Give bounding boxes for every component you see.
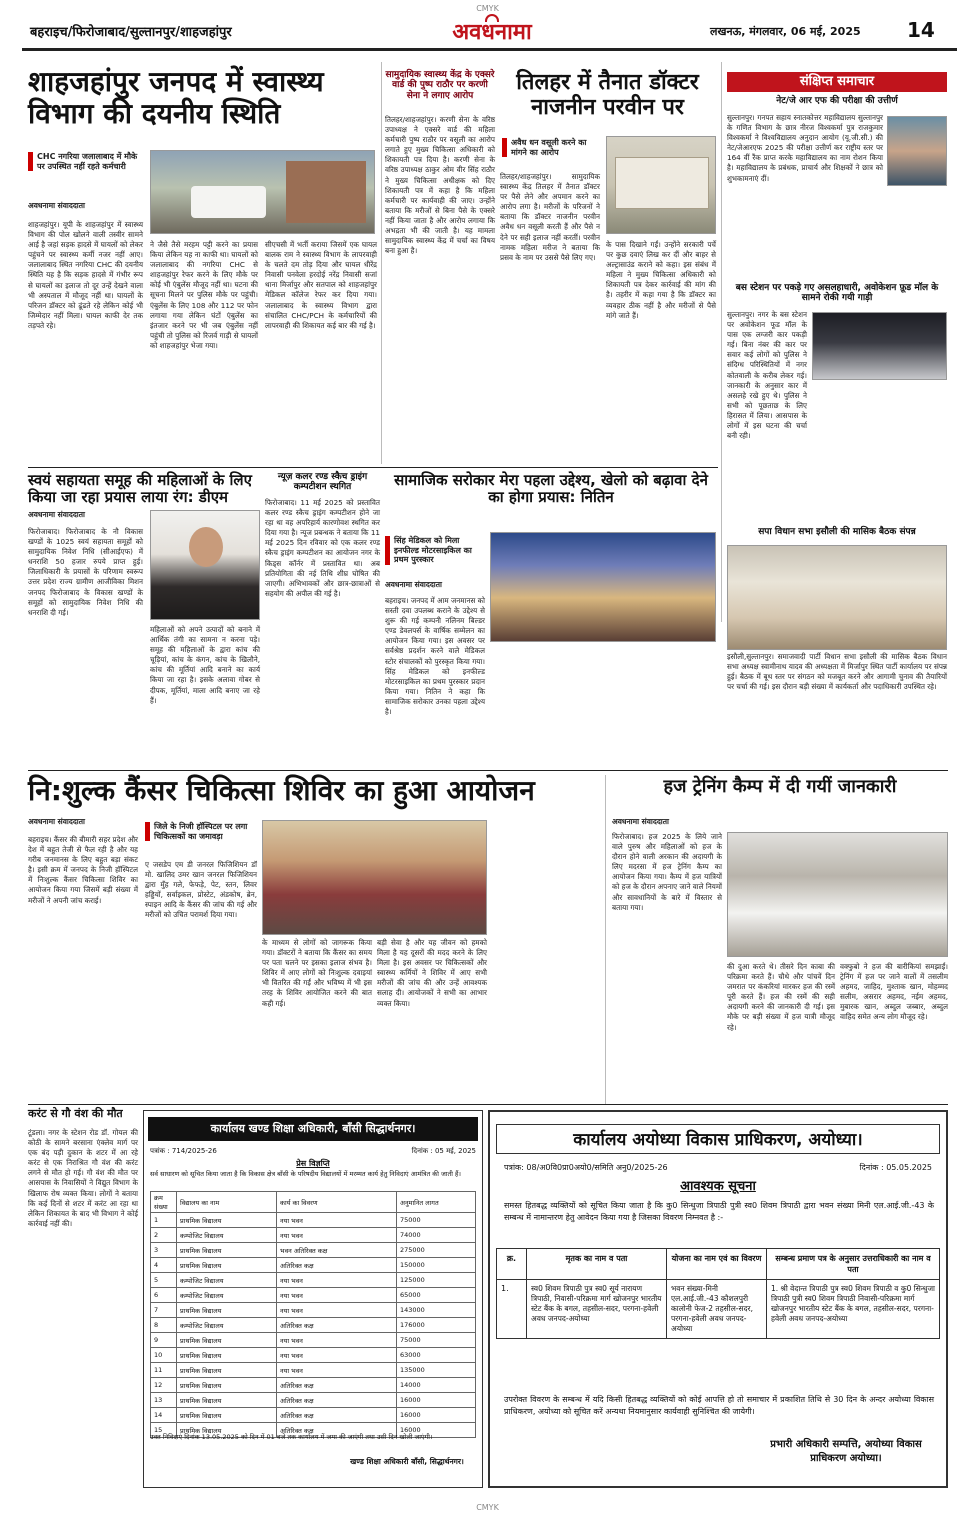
table-cell: 16000 (397, 1408, 476, 1423)
table-cell: 75000 (397, 1213, 476, 1228)
chc-body: तिलहर/शाहजहांपुर। करणी सेना के वरिष्ठ उपाध्यक्ष ने एक्सरे वार्ड की महिला कर्मचारी पुष्प राठौर पर वसूली का आरोप लगाते हुए मुख्य चिकित्सा अधिकारी को शिकायती पत्र दिया है। करणी सेना के वरिष्ठ उपाध्यक्ष ठाकुर ओम वीर सिंह राठौर ने मुख्य चिकित्सा अधीक्षक को दिए शिकायती पत्र में कहा है कि महिला कर्मचारी पर कार्यवाही की जाए। उन्होंने बताया कि मरीजों से बिना पैसे के एक्सरे नहीं किया जाता है और आरोप लगाया कि अभद्रता भी की जाती है। यह मामला सामुदायिक स्वास्थ्य केंद्र में चर्चा का विषय बना हुआ है। (385, 115, 495, 256)
table-cell: 16000 (397, 1393, 476, 1408)
brief-item2-photo (812, 312, 947, 380)
table-row (151, 1378, 476, 1393)
column-rule (605, 775, 606, 1105)
table-cell: 275000 (397, 1243, 476, 1258)
table-cell: नया भवन (277, 1228, 397, 1243)
course-headline: न्यूज़ कलर रण्ड स्कैच ड्राइंग कम्पटीशन स्थगित (277, 472, 368, 493)
doctor-headline: तिलहर में तैनात डॉक्टर नाजनीन परवीन पर (516, 70, 699, 121)
table-cell: 14 (151, 1408, 177, 1423)
current-body: टूंडला। नगर के स्टेशन रोड डॉ. गोयल की कोठी के सामने बरसाना एंक्लेव मार्ग पर एक बंद पड़ी दुकान के शटर में आ रहे करंट से एक निराश्रित गौ वंश की करंट लगने से मौत हो गई। गौ वंश की मौत पर आसपास के निवासियों ने विद्युत विभाग के खिलाफ रोष व्यक्त किया। लोगों ने बताया कि कई दिनों से शटर में करंट आ रहा था लेकिन शिकायत के बाद भी विभाग ने कोई कार्रवाई नहीं की। (28, 1128, 138, 1228)
table-cell: प्राथमिक विद्यालय (177, 1408, 277, 1423)
brief-item2-title: बस स्टेशन पर पकड़े गए असलहाधारी, अवोकेशन फ़ूड मॉल के सामने रोकी गयी गाड़ी (735, 283, 939, 304)
table-cell: प्राथमिक विद्यालय (177, 1213, 277, 1228)
table-cell: अतिरिक्त कक्ष (277, 1423, 397, 1438)
table-cell: प्राथमिक विद्यालय (177, 1303, 277, 1318)
haj-headline: हज ट्रेनिंग कैम्प में दी गयीं जानकारी (663, 776, 897, 797)
shg-photo (150, 510, 260, 620)
haj-photo (727, 832, 948, 957)
column-header: कार्य का विवरण (277, 1192, 397, 1213)
table-cell: नया भवन (277, 1303, 397, 1318)
table-cell: प्राथमिक विद्यालय (177, 1243, 277, 1258)
table-row (151, 1258, 476, 1273)
column-rule (381, 62, 382, 464)
doctor-sub: अवैध धन वसूली करने का मांगने का आरोप (502, 138, 602, 157)
table-cell: कम्पोजिट विद्यालय (177, 1228, 277, 1243)
portrait-face-shape (189, 527, 223, 567)
table-cell: 12 (151, 1378, 177, 1393)
doctor-body-col1: तिलहर/शाहजहांपुर। सामुदायिक स्वास्थ्य केंद्र तिलहर में तैनात डॉक्टर पर पैसे लेने और अपमान करने का आरोप लगा है। मरीजों के परिजनों ने बताया कि डॉक्टर नाजनीन परवीन अवैध धन वसूली करती हैं और पैसे न देने पर सही इलाज नहीं करतीं। परवीन नामक महिला मरीज ने बताया कि प्रसव के नाम पर उससे पैसे लिए गए। (500, 172, 600, 262)
table-cell: 8 (151, 1318, 177, 1333)
table-cell: नया भवन (277, 1288, 397, 1303)
table-cell: 9 (151, 1333, 177, 1348)
table-row (151, 1288, 476, 1303)
ambulance-shape (191, 186, 266, 218)
section-rule (28, 467, 718, 468)
place-date: लखनऊ, मंगलवार, 06 मई, 2025 (710, 25, 861, 38)
table-row (151, 1348, 476, 1363)
table-row (151, 1333, 476, 1348)
section-rule (28, 1104, 948, 1105)
current-headline: करंट से गौ वंश की मौत (28, 1107, 123, 1120)
table-cell: भवन संख्या-मिनी एल.आई.जी.-43 कौशलपुरी कालोनी फेज-2 तहसील-सदर, परगना-हवेली अवध जनपद-अयोध्या (667, 1280, 767, 1339)
nitin-body: बहराइच। जनपद में आम जनमानस को सस्ती दवा उपलब्ध कराने के उद्देश्य से शुरू की गई कम्पनी नलिनम बिल्डर एण्ड डेवलपर्स के वार्षिक सम्मेलन का आयोजन किया गया। इस अवसर पर सर्वश्रेष्ठ प्रदर्शन करने वाले मेडिकल स्टोर संचालकों को पुरस्कृत किया गया। सिंह मेडिकल को इनफील्ड मोटरसाइकिल का प्रथम पुरस्कार प्रदान किया गया। नितिन ने कहा कि सामाजिक सरोकार उनका पहला उद्देश्य है। (385, 596, 485, 717)
column-header: योजना का नाम एवं का विवरण (667, 1249, 767, 1280)
table-cell: स्व0 शिवम त्रिपाठी पुत्र स्व0 सूर्य नारायण त्रिपाठी, निवासी-परिक्रमा मार्ग खोजनपुर भारतीय स्टेट बैंक के बगल, तहसील-सदर, परगना-हवेली अवध जनपद-अयोध्या (527, 1280, 667, 1339)
table-cell: 1. श्री वेदान्त त्रिपाठी पुत्र स्व0 शिवम त्रिपाठी व कु0 सिन्धुजा त्रिपाठी पुत्री स्व0 शिवम त्रिपाठी निवासी-परिक्रमा मार्ग खोजनपुर भारतीय स्टेट बैंक के बगल, तहसील-सदर, परगना-हवेली अवध जनपद-अयोध्या (767, 1280, 940, 1339)
education-ad-notice: प्रेस विज्ञप्ति (296, 1159, 330, 1168)
column-header: मृतक का नाम व पता (527, 1249, 667, 1280)
shg-body-col2: महिलाओं को अपने उत्पादों को बनाने में आर्थिक तंगी का सामना न करना पड़े। समूह की महिलाओं के द्वारा कांच की चूड़ियां, कांच के कंगन, कांच के खिलौने, कांच की मूर्तियां आदि बनाने का कार्य किया जा रहा है। इसके अलावा गोबर से दीपक, मूर्तियां, माला आदि बनाए जा रहे हैं। (150, 625, 260, 705)
column-header: विद्यालय का नाम (177, 1192, 277, 1213)
table-cell: 7 (151, 1303, 177, 1318)
table-cell: 3 (151, 1243, 177, 1258)
ayodhya-ad (488, 1110, 948, 1488)
column-header: क्रम संख्या (151, 1192, 177, 1213)
brief-item1-title: नेट/जे आर एफ की परीक्षा की उत्तीर्ण (776, 96, 898, 106)
table-row (151, 1228, 476, 1243)
table-row (151, 1363, 476, 1378)
edition-cities: बहराइच/फिरोजाबाद/सुल्तानपुर/शाहजहांपुर (30, 25, 232, 40)
education-ad-intro: सर्व साधारण को सूचित किया जाता है कि विकास क्षेत्र बाँसी के परिषदीय विद्यालयों में मरम्मत कार्य हेतु निविदाएं आमंत्रित की जाती हैं। (150, 1170, 461, 1178)
table-cell: 75000 (397, 1333, 476, 1348)
brief-item3-title: सपा विधान सभा इसौली की मासिक बैठक संपन्न (758, 527, 916, 537)
table-cell: कम्पोजिट विद्यालय (177, 1288, 277, 1303)
haj-body-col1: फिरोजाबाद। हज 2025 के लिये जाने वाले पुरुष और महिलाओं को हज के दौरान होने वाली अरकान की अदायगी के लिए मदरसा में हज ट्रेनिंग कैम्प का आयोजन किया गया। कैम्प में हज यात्रियों को हज के दौरान अपनाए जाने वाले नियमों और सावधानियों के बारे में विस्तार से बताया गया। (612, 832, 723, 912)
brief-item3-photo (727, 545, 947, 650)
lead-body-col3: सीएचसी में भर्ती कराया जिसमें एक घायल बालक राम ने स्वास्थ्य विभाग के लापरवाही के चलते दम तोड़ दिया और घायल धीरेंद्र निवासी पनवेला हरदोई नरेंद्र निवासी सजां थाना मिर्जापुर और सतपाल को शाहजहांपुर मेडिकल कॉलेज रेफर कर दिया गया। जलालाबाद के स्वास्थ्य विभाग द्वारा संचालित CHC/PCH के कर्मचारियों की लापरवाही की शिकायत कई बार की गई है। (265, 240, 377, 330)
cancer-body-col1: बहराइच। कैंसर की बीमारी सहर प्रदेश और देश में बहुत तेजी से फैल रही है और यह गरीब जनमानस के लिए बहुत बड़ा संकट है। इसी क्रम में जनपद के निजी हॉस्पिटल में निःशुल्क कैंसर चिकित्सा शिविर का आयोजन किया गया जिसमें बड़ी संख्या में मरीजों ने अपनी जांच कराई। (28, 835, 138, 905)
table-cell: 11 (151, 1363, 177, 1378)
table-cell: प्राथमिक विद्यालय (177, 1333, 277, 1348)
table-cell: अतिरिक्त कक्ष (277, 1378, 397, 1393)
lead-sub: CHC नगरिया जलालाबाद में मौके पर उपस्थित नहीं रहते कर्मचारी (28, 152, 143, 171)
column-rule (721, 62, 722, 622)
table-cell: भवन अतिरिक्त कक्ष (277, 1243, 397, 1258)
table-header-row (151, 1192, 476, 1213)
table-cell: 135000 (397, 1363, 476, 1378)
table-row (151, 1303, 476, 1318)
table-cell: अतिरिक्त कक्ष (277, 1408, 397, 1423)
table-row (497, 1280, 940, 1339)
table-cell: 10 (151, 1348, 177, 1363)
brief-item1-photo (887, 116, 947, 186)
nitin-photo (490, 532, 716, 642)
haj-byline: अवधनामा संवाददाता (612, 817, 669, 826)
page-number: 14 (907, 18, 935, 42)
cancer-byline: अवधनामा संवाददाता (28, 817, 85, 826)
table-cell: 2 (151, 1228, 177, 1243)
table-cell: 6 (151, 1288, 177, 1303)
lead-body-col1: शाहजहांपुर। यूपी के शाहजहांपुर में स्वास्थ्य विभाग की पोल खोलने वाली तस्वीर सामने आई है जहां सड़क हादसे में घायलों को लेकर पहुंचने पर स्वास्थ्य कर्मी नजर नहीं आए। जलालाबाद स्थित नगरिया CHC की दयनीय स्थिति यह है कि सड़क हादसे में गंभीर रूप से घायलों का इलाज तो दूर उन्हें देखने वाला भी अस्पताल में मौजूद नहीं था। घायलों के परिजन डॉक्टर को ढूंढते रहे लेकिन कोई भी जिम्मेदार नहीं मिला। घायल काफी देर तक तड़पते रहे। (28, 220, 143, 330)
ayodhya-ad-date: दिनांक : 05.05.2025 (859, 1163, 932, 1172)
logo-emblem-icon (485, 14, 499, 22)
cancer-body-col2: ए जसडेप एम डी जनरल फिजिशियन डॉ मो. खालिद उमर खान जनरल फिजिशियन द्वारा मुँह गले, फेफड़े, पेट, स्तन, लिवर हड्डियों, सर्वाइकल, प्रोस्टेट, अंडकोष, ब्रेन, स्पाइन आदि के कैंसर की जांच की गई और मरीजों को उचित परामर्श दिया गया। (145, 860, 257, 920)
table-cell: 13 (151, 1393, 177, 1408)
table-cell: 1 (151, 1213, 177, 1228)
table-cell: नया भवन (277, 1213, 397, 1228)
education-ad-date: दिनांक : 05 मई, 2025 (411, 1147, 476, 1155)
table-cell: 143000 (397, 1303, 476, 1318)
table-cell: प्राथमिक विद्यालय (177, 1393, 277, 1408)
education-ad-footer-note: उक्त निविदाएं दिनांक 13.05.2025 को दिन में 01 बजे तक कार्यालय में जमा की जाएंगी तथा उसी दिन खोली जाएंगी। (150, 1433, 433, 1441)
table-cell: नया भवन (277, 1348, 397, 1363)
masthead (22, 16, 957, 46)
nitin-byline: अवधनामा संवाददाता (385, 580, 442, 589)
haj-body-col2: की दुआ करते थे। तीसरे दिन काबा की परिक्रमा करते हैं। चौथे और पांचवें दिन जमरात पर कंकरियां मारकर हज की रस्में पूरी करते हैं। हज की रस्में की सही अदायगी करने की जानकारी दी गई। इस मौके पर बड़ी संख्या में हज यात्री मौजूद रहे। (727, 962, 835, 1032)
table-row (151, 1318, 476, 1333)
ayodhya-ad-intro: समस्त हितबद्ध व्यक्तियों को सूचित किया जाता है कि कु0 सिन्धुजा त्रिपाठी पुत्री स्व0 शिवम त्रिपाठी द्वारा भवन संख्या मिनी एल.आई.जी.-43 के सम्बन्ध में नामान्तरण हेतु आवेदन किया गया है जिसका विवरण निम्नवत है :- (504, 1201, 934, 1222)
table-cell: प्राथमिक विद्यालय (177, 1258, 277, 1273)
logo (427, 16, 557, 46)
course-body: फिरोजाबाद। 11 मई 2025 को प्रस्तावित कलर रण्ड स्कैच ड्राइंग कम्पटीशन होने जा रहा था वह अपरिहार्य कारणोवश स्थगित कर दिया गया है। न्यूज प्रबन्धक ने बताया कि 11 मई 2025 दिन रविवार को एक कलर रण्ड स्कैच ड्राइंग कम्पटीशन का आयोजन नगर के किड्स कॉर्नर में प्रस्तावित था। अब प्रतियोगिता की नई तिथि शीघ्र घोषित की जाएगी। अभिभावकों और छात्र-छात्राओं से सहयोग की अपील की गई है। (265, 498, 380, 598)
table-cell: अतिरिक्त कक्ष (277, 1393, 397, 1408)
masthead-rule (22, 48, 957, 51)
color-marks-bottom: CMYK (476, 1503, 499, 1512)
shg-body-col1: फिरोजाबाद। फिरोजाबाद के नौ विकास खण्डों के 1025 स्वयं सहायता समूहों को सामुदायिक निवेश निधि (सीआईएफ) में धनराशि 50 हजार रुपये प्राप्त हुई। जिलाधिकारी के प्रयासों के परिणाम स्वरूप उत्तर प्रदेश राज्य ग्रामीण आजीविका मिशन जनपद फिरोजाबाद के विकास खण्डों के समूहों को सामुदायिक निवेश निधि की धनराशि दी गई। (28, 527, 143, 617)
table-cell: अतिरिक्त कक्ष (277, 1318, 397, 1333)
ayodhya-ad-table (496, 1248, 940, 1339)
education-ad-ref: पत्रांक : 714/2025-26 (150, 1147, 217, 1155)
nitin-headline: सामाजिक सरोकार मेरा पहला उद्देश्य, खेलो को बढ़ावा देने का होगा प्रयास: नितिन (394, 471, 708, 507)
chc-headline: सामुदायिक स्वास्थ्य केंद्र के एक्सरे वार्ड की पुष्प राठौर पर करणी सेना ने लगाए आरोप (385, 70, 495, 101)
shg-byline: अवधनामा संवाददाता (28, 510, 85, 519)
table-cell: 63000 (397, 1348, 476, 1363)
table-cell: प्राथमिक विद्यालय (177, 1423, 277, 1438)
cancer-body-col3: के माध्यम से लोगों को जागरूक किया गया। डॉक्टरों ने बताया कि कैंसर का समय पर पता चलने पर इसका इलाज संभव है। शिविर में आए लोगों को निःशुल्क दवाइयां भी वितरित की गईं और भविष्य में भी इस तरह के शिविर आयोजित करने की बात कही गई। (262, 938, 372, 1008)
table-cell: 5 (151, 1273, 177, 1288)
color-marks: CMYK (476, 4, 499, 13)
column-header: सम्बन्ध प्रमाण पत्र के अनुसार उत्तराधिकारी का नाम व पता (767, 1249, 940, 1280)
ayodhya-ad-signatory: प्रभारी अधिकारी सम्पत्ति, अयोध्या विकास प्राधिकरण अयोध्या। (770, 1439, 922, 1464)
ayodhya-ad-title: कार्यालय अयोध्या विकास प्राधिकरण, अयोध्या। (496, 1124, 940, 1154)
table-cell: 74000 (397, 1228, 476, 1243)
table-cell: कम्पोजिट विद्यालय (177, 1318, 277, 1333)
table-cell: कम्पोजिट विद्यालय (177, 1273, 277, 1288)
education-ad-title: कार्यालय खण्ड शिक्षा अधिकारी, बाँसी सिद्धार्थनगर। (148, 1117, 478, 1141)
table-cell: प्राथमिक विद्यालय (177, 1363, 277, 1378)
table-cell: नया भवन (277, 1333, 397, 1348)
table-cell: 16000 (397, 1423, 476, 1438)
building-shape (286, 161, 366, 223)
table-cell: 4 (151, 1258, 177, 1273)
cancer-sub: जिले के निजी हॉस्पिटल पर लगा चिकित्सकों का जमावड़ा (145, 822, 255, 841)
lead-body-col2: ने जैसे तैसे मरहम पट्टी करने का प्रयास किया लेकिन यह ना काफी था। घायलों को जलालाबाद की नगरिया CHC से शाहजहांपुर रेफर करने के लिए मौके पर कोई भी एंबुलेंस मौजूद नहीं था। घटना की सूचना मिलने पर पुलिस मौके पर पहुंची। एंबुलेंस के लिए 108 और 112 पर फोन लगाया गया लेकिन घंटों एंबुलेंस का इंतजार करने पर भी जब एंबुलेंस नहीं पहुंची तो पुलिस को रिजर्व गाड़ी से घायलों को शाहजहांपुर भेजा गया। (150, 240, 258, 350)
brief-item3-body: इसौली,सुल्तानपुर। समाजवादी पार्टी विधान सभा इसौली की मासिक बैठक विधान सभा अध्यक्ष स्वामीनाथ यादव की अध्यक्षता में मिर्जापुर स्थित पार्टी कार्यालय पर संपन्न हुई। बैठक में बूथ स्तर पर संगठन को मजबूत करने और आगामी चुनाव की तैयारियों पर चर्चा की गई। इस दौरान बड़ी संख्या में कार्यकर्ता और पदाधिकारी उपस्थित रहे। (727, 652, 947, 692)
table-row (151, 1213, 476, 1228)
brief-banner: संक्षिप्त समाचार (727, 72, 947, 92)
nitin-sub: सिंह मेडिकल को मिला इनफील्ड मोटरसाइकिल का प्रथम पुरस्कार (385, 536, 485, 565)
table-cell: प्राथमिक विद्यालय (177, 1378, 277, 1393)
table-cell: 14000 (397, 1378, 476, 1393)
ayodhya-ad-closing: उपरोक्त विवरण के सम्बन्ध में यदि किसी हितबद्ध व्यक्तियों को कोई आपत्ति हो तो समाचार में प्रकाशित तिथि से 30 दिन के अन्दर अयोध्या विकास प्राधिकरण, अयोध्या को सूचित करें अन्यथा नियमानुसार कार्यवाही सुनिश्चित की जायेगी। (504, 1395, 934, 1416)
table-row (151, 1273, 476, 1288)
table-cell: 150000 (397, 1258, 476, 1273)
lead-photo (150, 150, 375, 234)
cancer-headline: नि:शुल्क कैंसर चिकित्सा शिविर का हुआ आयोजन (28, 774, 535, 807)
table-cell: 15 (151, 1423, 177, 1438)
column-header: क्र. (497, 1249, 527, 1280)
cancer-body-col4: बड़ी सेवा है और यह जीवन को हमको मिला है यह दूसरों की मदद करने के लिए मिला है। इस अवसर पर चिकित्सकों और स्वास्थ्य कर्मियों ने शिविर में आए सभी मरीजों की जांच की और उन्हें आवश्यक सलाह दी। आयोजकों ने सभी का आभार व्यक्त किया। (377, 938, 487, 1008)
logo-text: अवधनामा (452, 20, 532, 45)
section-rule (28, 770, 948, 771)
table-row (151, 1393, 476, 1408)
table-cell: प्राथमिक विद्यालय (177, 1348, 277, 1363)
education-ad (143, 1110, 483, 1488)
table-row (151, 1243, 476, 1258)
table-cell: 176000 (397, 1318, 476, 1333)
brief-item2-body: सुल्तानपुर। नगर के बस स्टेशन पर अवोकेशन फूड मॉल के पास एक लग्जरी कार पकड़ी गई। बिना नंबर की कार पर सवार कई लोगों को पुलिस ने संदिग्ध परिस्थितियों में नगर कोतवाली के करीब लेकर गई। जानकारी के अनुसार कार में असलहे रखे हुए थे। पुलिस ने सभी को पूछताछ के लिए हिरासत में लिया। आसपास के लोगों में इस घटना की चर्चा बनी रही। (727, 310, 807, 441)
brief-item1-body: सुल्तानपुर। गनपत सहाय स्नातकोत्तर महाविद्यालय सुल्तानपुर के गणित विभाग के छात्र नीरज विश्वकर्मा पुत्र राजकुमार विश्वकर्मा ने विश्वविद्यालय अनुदान आयोग (यू.जी.सी.) की नेट/जेआरएफ 2025 की परीक्षा उत्तीर्ण कर राष्ट्रीय स्तर पर 164 वीं रैंक प्राप्त करके महाविद्यालय का नाम रोशन किया है। महाविद्यालय के प्रबंधक, प्राचार्य और शिक्षकों ने छात्र को शुभकामनाएं दीं। (727, 113, 883, 183)
ayodhya-ad-ref: पत्रांक: 08/अ0वि0प्रा0अयो0/समिति अनु0/2025-26 (504, 1163, 668, 1172)
table-cell: नया भवन (277, 1363, 397, 1378)
table-cell: नया भवन (277, 1273, 397, 1288)
ayodhya-ad-notice: आवश्यक सूचना (680, 1179, 756, 1194)
column-header: अनुमानित लागत (397, 1192, 476, 1213)
doctor-photo (606, 136, 716, 234)
table-header-row (497, 1249, 940, 1280)
doctor-body-col2: के पास दिखाने गईं। उन्होंने सरकारी पर्चे पर कुछ दवाएं लिख कर दीं और बाहर से अल्ट्रासाउंड कराने को कहा। इस संबंध में महिला ने मुख्य चिकित्सा अधिकारी को शिकायती पत्र देकर कार्रवाई की मांग की है। तहरीर में कहा गया है कि डॉक्टर का व्यवहार ठीक नहीं है और मरीजों से पैसे मांगे जाते हैं। (606, 240, 716, 320)
table-cell: 65000 (397, 1288, 476, 1303)
education-ad-table (150, 1191, 476, 1438)
education-ad-signatory: खण्ड शिक्षा अधिकारी बाँसी, सिद्धार्थनगर। (350, 1457, 464, 1466)
lead-byline: अवधनामा संवाददाता (28, 201, 85, 210)
table-cell: अतिरिक्त कक्ष (277, 1258, 397, 1273)
hospital-building-shape (615, 157, 709, 209)
shg-headline: स्वयं सहायता समूह की महिलाओं के लिए किया जा रहा प्रयास लाया रंग: डीएम (28, 471, 252, 507)
table-cell: 1. (497, 1280, 527, 1339)
haj-body-col3: वक्फुबो ने हज की बारीकियां समझाईं। ट्रेनिंग में हज पर जाने वालों में तसलीम अहमद, जाहिद, मुश्ताक खान, मोहम्मद सलीम, असरार अहमद, नईम अहमद, मुबारक खान, अब्दुल जब्बार, अब्दुल वाहिद समेत अन्य लोग मौजूद रहे। (840, 962, 948, 1022)
table-cell: 125000 (397, 1273, 476, 1288)
table-row (151, 1408, 476, 1423)
cancer-photo (262, 820, 487, 935)
lead-headline: शाहजहांपुर जनपद में स्वास्थ्य विभाग की दयनीय स्थिति (28, 65, 324, 131)
